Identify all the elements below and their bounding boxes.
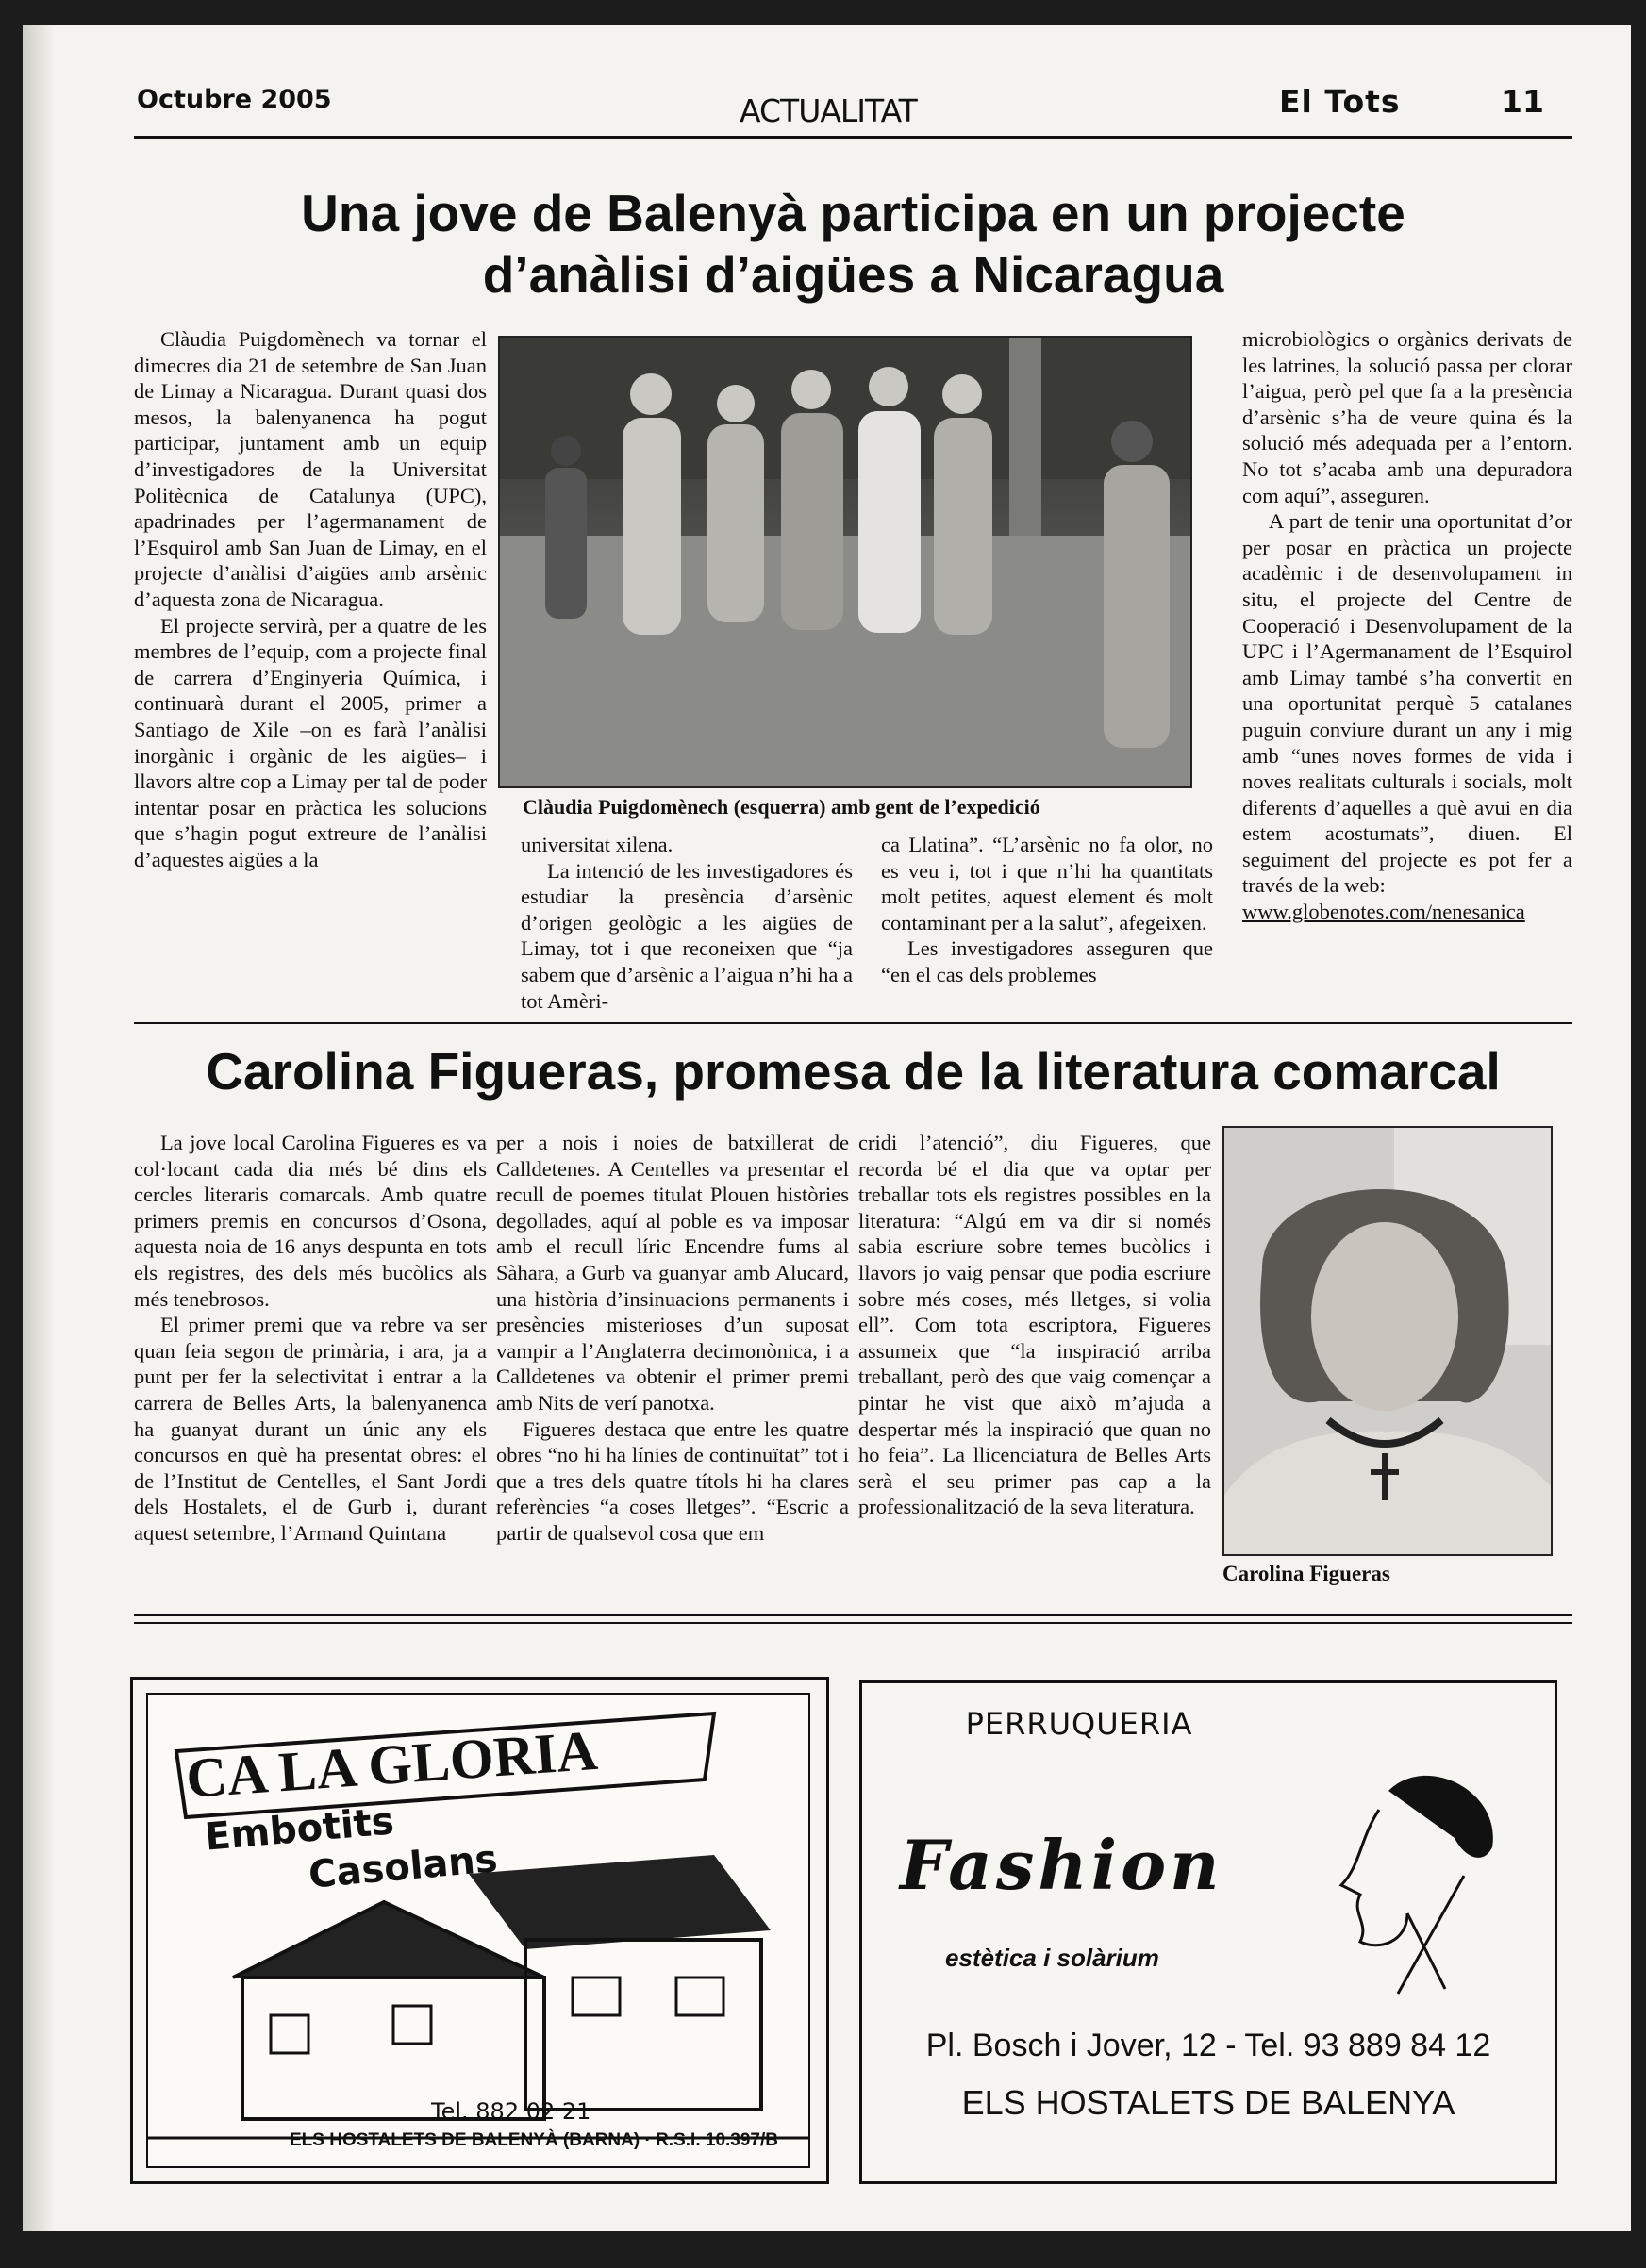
article1-paragraph: El projecte servirà, per a quatre de les membres de l’equip, com a projecte final de carrera d’Enginyeria Química, i continuarà durant el 2005, primer a Santiago de Xile –on es farà l’anàlisi inorgànic i orgànic de les aigües– i llavors altre cop a Limay per tal de poder intentar posar en pràctica les solucions que s’hagin pogut extreure de l’anàlisi d’aquestes aigües a la bbox=[134, 613, 487, 871]
newspaper-page bbox=[23, 25, 1631, 2231]
article2-paragraph: La jove local Carolina Figueres es va col·locant cada dia més bé dins els cercles literaris comarcals. Amb quatre primers premis en concursos d’Osona, aquesta noia de 16 anys despunta en tots els registres, des dels més bucòlics als més tenebrosos. bbox=[134, 1131, 487, 1311]
ca-la-gloria-ad bbox=[130, 1677, 829, 2184]
project-web-link[interactable]: www.globenotes.com/nenesanica bbox=[1242, 900, 1525, 924]
article1-column-1 bbox=[134, 326, 487, 872]
ad2-town: ELS HOSTALETS DE BALENYA bbox=[961, 2083, 1455, 2122]
article2-column-1 bbox=[134, 1130, 487, 1547]
article1-title-line2: d’anàlisi d’aigües a Nicaragua bbox=[482, 244, 1224, 304]
article2-paragraph: cridi l’atenció”, diu Figueres, que recorda bé el dia que va optar per treballar tots els registres possibles en la literatura: “Algú em va dir si només sabia escriure sobre temes bucòlics i llavors jo vaig pensar que podia escriure sobre més coses, més lletges, si volia ell”. Com tota escriptora, Figueres assumeix que “la inspiració arriba treballant, però des que vaig començar a pintar he vist que això m’ajuda a despertar més la inspiració que quan no ho feia”. La llicenciatura de Belles Arts serà el seu primer pas cap a la professionalització de la seva literatura. bbox=[858, 1131, 1211, 1519]
ad2-tagline: estètica i solàrium bbox=[945, 1944, 1159, 1972]
ad2-woman-profile-logo bbox=[1304, 1753, 1511, 1998]
article1-paragraph: microbiològics o orgànics derivats de les latrines, la solució passa per clorar l’aigua, però pel que fa a la presència d’arsènic s’ha de veure quina és la solució més adequada per a l’entorn. No tot s’acaba amb una depuradora com aquí”, asseguren. bbox=[1242, 327, 1572, 507]
fashion-perruqueria-ad bbox=[859, 1680, 1557, 2184]
carolina-photo-image bbox=[1224, 1128, 1551, 1554]
ad2-brand: Fashion bbox=[900, 1825, 1223, 1905]
ad1-name: CA LA GLORIA bbox=[184, 1718, 600, 1811]
article1-paragraph: universitat xilena. bbox=[521, 833, 673, 856]
article2-paragraph: per a nois i noies de batxillerat de Calldetenes. A Centelles va presentar el recull de poemes titulat Plouen històries degollades, aquí al poble es va imposar amb el recull líric Encendre fums al Sàhara, a Gurb va guanyar amb Alucard, una història d’insinuacions permanents i presències misterioses d’un suposat vampir a l’Anglaterra decimonònica, i a Calldetenes va obtenir el primer premi amb Nits de verí panotxa. bbox=[496, 1131, 849, 1415]
carolina-photo bbox=[1222, 1126, 1553, 1556]
article2-column-2 bbox=[496, 1130, 849, 1547]
ad1-subtitle-2: Casolans bbox=[307, 1837, 500, 1897]
article1-title-line1: Una jove de Balenyà participa en un projecte bbox=[301, 184, 1405, 242]
article1-column-4 bbox=[1242, 326, 1572, 925]
article1-photo-caption: Clàudia Puigdomènech (esquerra) amb gent de l’expedició bbox=[523, 795, 1040, 819]
article2-title: Carolina Figueras, promesa de la literatura comarcal bbox=[206, 1042, 1501, 1101]
article1-paragraph: ca Llatina”. “L’arsènic no fa olor, no es veu i, tot i que n’hi ha quantitats molt petites, aquest element és molt contaminant per a la salut”, afegeixen. bbox=[881, 833, 1213, 935]
ads-rule-top bbox=[134, 1614, 1572, 1616]
ad2-address: Pl. Bosch i Jover, 12 - Tel. 93 889 84 12 bbox=[925, 2028, 1491, 2063]
article1-paragraph: Clàudia Puigdomènech va tornar el dimecres dia 21 de setembre de San Juan de Limay a Nicaragua. Durant quasi dos mesos, la balenyanenca ha pogut participar, juntament amb un equip d’investigadores de la Universitat Politècnica de Catalunya (UPC), apadrinades per l’agermanament de l’Esquirol amb San Juan de Limay, en el projecte d’anàlisi d’aigües amb arsènic d’aquesta zona de Nicaragua. bbox=[134, 327, 487, 611]
ad2-top-label: PERRUQUERIA bbox=[965, 1706, 1193, 1742]
article2-column-3 bbox=[858, 1130, 1211, 1520]
expedition-photo bbox=[498, 336, 1192, 788]
article2-photo-caption: Carolina Figueras bbox=[1222, 1562, 1390, 1585]
header-rule bbox=[134, 136, 1572, 139]
header-page-number: 11 bbox=[1501, 83, 1544, 120]
expedition-photo-image bbox=[500, 338, 1190, 786]
section-rule bbox=[134, 1022, 1572, 1024]
article1-paragraph: La intenció de les investigadores és estudiar la presència d’arsènic d’origen geològic a les aigües de Limay, tot i que reconeixen que “ja sabem que d’arsènic a l’aigua n’hi ha a tot Amèri- bbox=[521, 858, 853, 1013]
ads-rule-bottom bbox=[134, 1622, 1572, 1624]
article1-paragraph: A part de tenir una oportunitat d’or per posar en pràctica un projecte acadèmic i de desenvolupament in situ, el projecte del Centre de Cooperació i Desenvolupament de la UPC i l’Agermanament de l’Esquirol amb Limay també s’ha convertit en una oportunitat perquè 5 catalanes puguin conviure durant un any i mig amb “unes noves formes de vida i noves realitats culturals i socials, molt diferents d’aquelles a què avui en dia estem acostumats”, diuen. El seguiment del projecte es pot fer a través de la web: bbox=[1242, 509, 1572, 898]
ad1-phone: Tel. 882 02 21 bbox=[431, 2098, 591, 2125]
article2-paragraph: Figueres destaca que entre les quatre obres “no hi ha línies de continuïtat” tot i que a tres dels quatre títols hi ha clares referències “a coses lletges”. “Escric a partir de qualsevol cosa que em bbox=[496, 1416, 849, 1545]
header-section: ACTUALITAT bbox=[740, 92, 917, 129]
article2-paragraph: El primer premi que va rebre va ser quan feia segon de primària, i ara, ja a punt per fer la selectivitat i entrar a la carrera de Belles Arts, la balenyanenca ha guanyat durant un únic any els concursos en què ha presentat obres: el de l’Institut de Centelles, el Sant Jordi dels Hostalets, el de Gurb i, durant aquest setembre, l’Armand Quintana bbox=[134, 1313, 487, 1545]
header-paper-name: El Tots bbox=[1279, 83, 1401, 120]
article1-column-3 bbox=[881, 832, 1213, 988]
article1-paragraph: Les investigadores asseguren que “en el cas dels problemes bbox=[881, 936, 1213, 986]
ad1-subtitle-1: Embotits bbox=[203, 1799, 396, 1860]
article1-column-2 bbox=[521, 832, 853, 1014]
page-fold-shadow bbox=[23, 25, 55, 2231]
ad1-footer: ELS HOSTALETS DE BALENYÀ (BARNA) · R.S.I. 10.397/B bbox=[290, 2130, 778, 2150]
ad1-inner-frame bbox=[146, 1693, 810, 2168]
header-date: Octubre 2005 bbox=[137, 85, 332, 114]
article1-title bbox=[134, 183, 1572, 306]
